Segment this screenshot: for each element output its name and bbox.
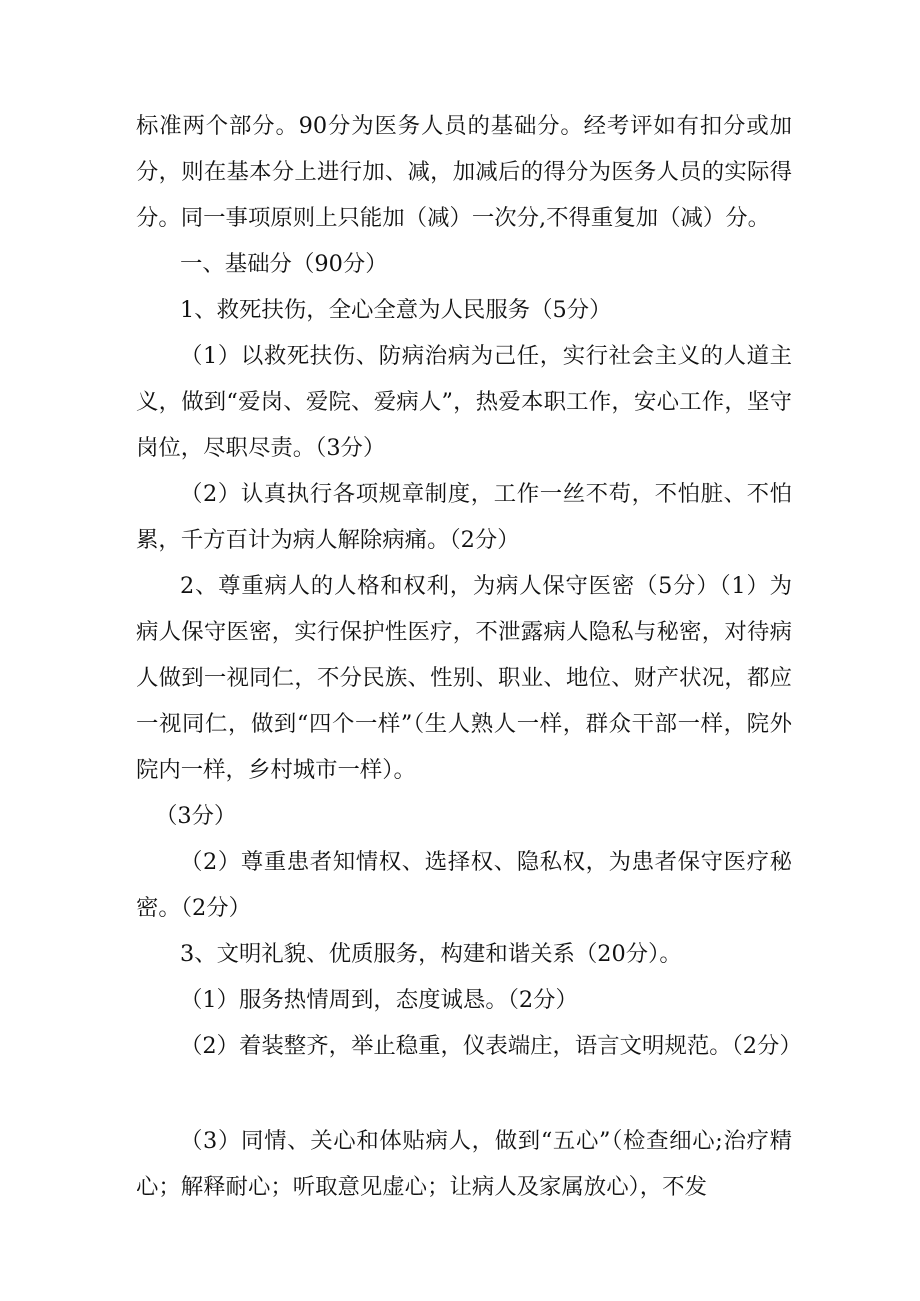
paragraph-3-3: （3）同情、关心和体贴病人，做到“五心”（检查细心;治疗精心；解释耐心；听取意见虚心；让病人及家属放心），不发 (136, 1128, 792, 1200)
paragraph-scoring-standard: 标准两个部分。90分为医务人员的基础分。经考评如有扣分或加分，则在基本分上进行加、减，加减后的得分为医务人员的实际得分。同一事项原则上只能加（减）一次分,不得重复加（减）分。 (136, 113, 792, 231)
heading-basic-score: 一、基础分（90分） (180, 251, 388, 277)
paragraph-section-2: 2、尊重病人的人格和权利，为病人保守医密（5分）（1）为病人保守医密，实行保护性医疗，不泄露病人隐私与秘密，对待病人做到一视同仁，不分民族、性别、职业、地位、财产状况，都应一视同仁，做到“四个一样”（生人熟人一样，群众干部一样，院外院内一样，乡村城市一样）。 (136, 573, 792, 783)
paragraph-2-2: （2）尊重患者知情权、选择权、隐私权，为患者保守医疗秘密。（2分） (136, 849, 792, 921)
paragraph-1-2: （2）认真执行各项规章制度，工作一丝不苟，不怕脏、不怕累，千方百计为病人解除病痛。（2分） (136, 481, 792, 553)
heading-section-3: 3、文明礼貌、优质服务，构建和谐关系（20分）。 (180, 941, 682, 967)
paragraph-score-3: （3分） (155, 803, 237, 829)
paragraph-1-1: （1）以救死扶伤、防病治病为己任，实行社会主义的人道主义，做到“爱岗、爱院、爱病人”，热爱本职工作，安心工作，坚守岗位，尽职尽责。（3分） (136, 343, 792, 461)
paragraph-3-2: （2）着装整齐，举止稳重，仪表端庄，语言文明规范。（2分） (180, 1033, 802, 1059)
heading-section-1: 1、救死扶伤，全心全意为人民服务（5分） (180, 297, 612, 323)
paragraph-3-1: （1）服务热情周到，态度诚恳。（2分） (180, 987, 578, 1013)
